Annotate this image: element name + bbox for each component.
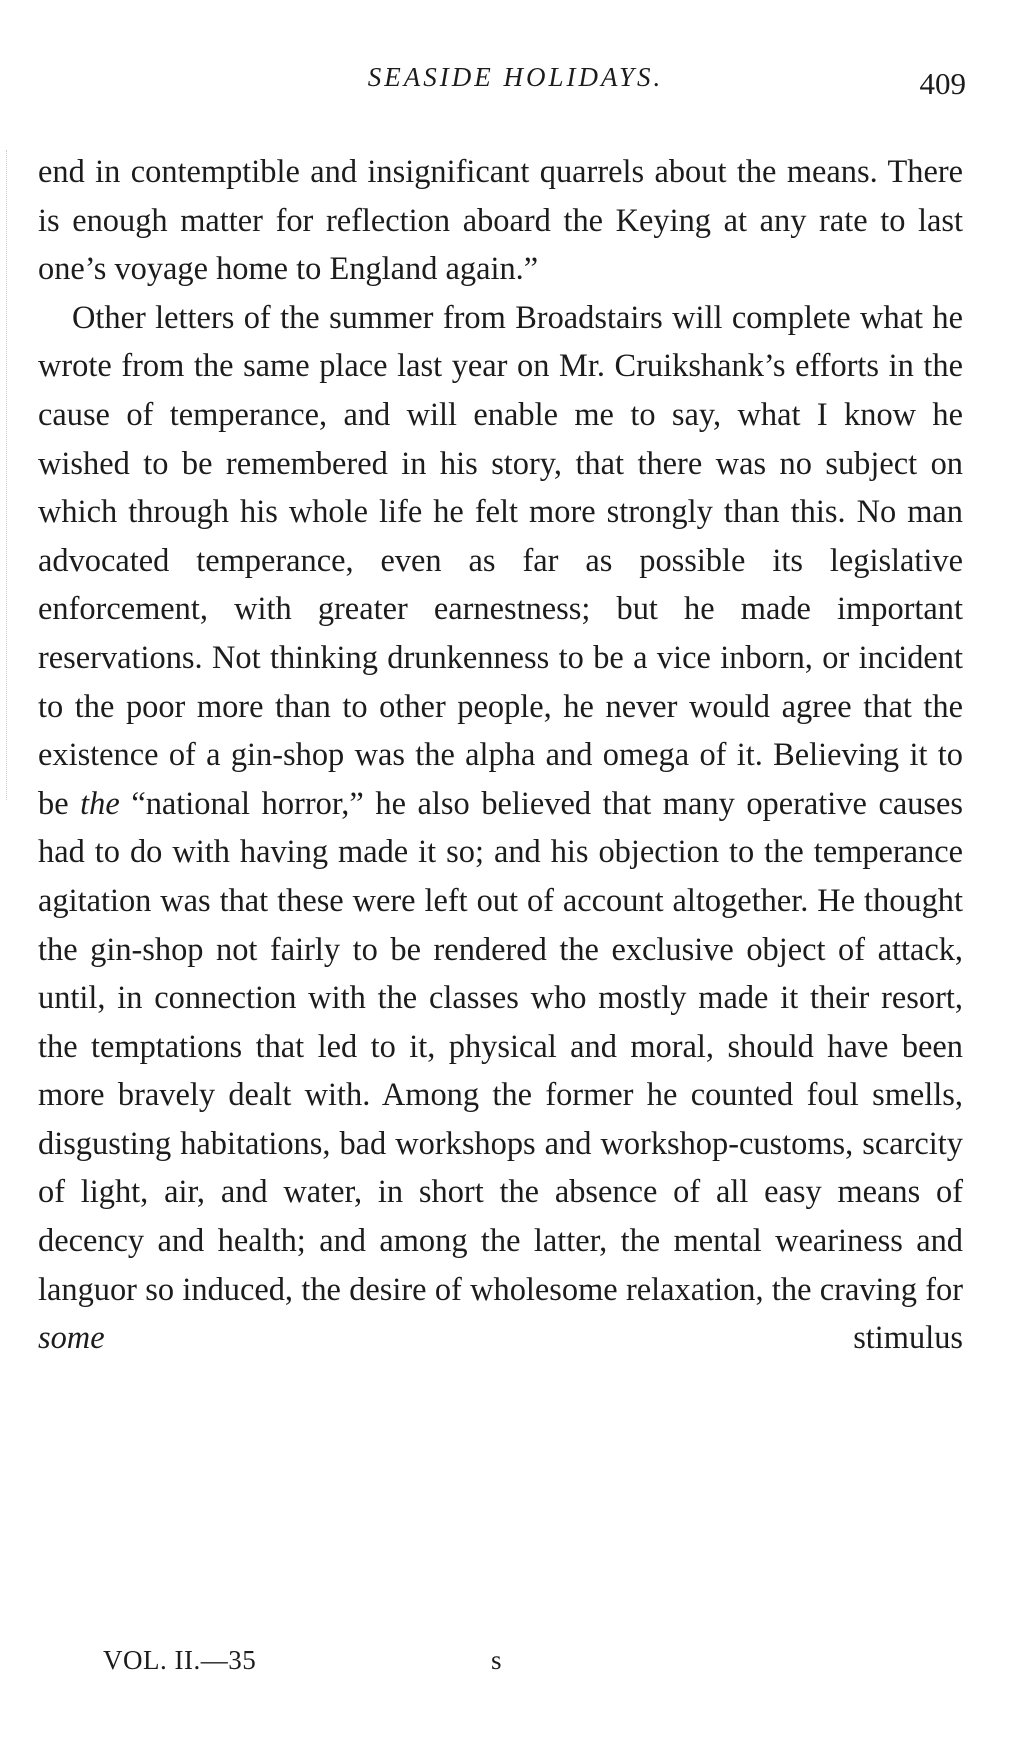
paragraph-text-part: Other letters of the summer from Broadstairs will complete what he wrote from the same place last year on Mr. Cruikshank’s efforts in the cause of temperance, and will enable me to say, what I know he wished to be remembered in his story, that there was no subject on which through his whole life he felt more strongly than this. No man advocated temperance, even as far as possible its legislative enforcement, with greater earnestness; but he made important reservations. Not thinking drunkenness to be a vice inborn, or incident to the poor more than to other people, he never would agree that the existence of a gin-shop was the alpha and omega of it. Believing it to be xyxy=(38,299,963,822)
italic-emphasis: the xyxy=(80,785,120,822)
running-head xyxy=(0,62,1031,102)
italic-emphasis: some xyxy=(38,1320,105,1357)
paragraph-continuation: end in contemptible and insignificant quarrels about the means. There is enough matter for reflection aboard the Keying at any rate to last one’s voyage home to England again.” xyxy=(38,154,963,288)
page-number: 409 xyxy=(919,66,966,101)
paragraph-temperance xyxy=(38,294,963,1363)
running-title: SEASIDE HOLIDAYS. xyxy=(367,62,664,92)
page-edge-specks xyxy=(6,150,11,800)
paragraph-text-part: stimulus xyxy=(104,1320,963,1357)
page-footer xyxy=(0,1645,1031,1685)
volume-mark: VOL. II.—35 xyxy=(103,1645,257,1675)
paragraph-text-part: “national horror,” he also believed that many operative causes had to do with having made it so; and his objection to the temperance agitation was that these were left out of account altogether. He thought the gin-shop not fairly to be rendered the exclusive object of attack, until, in connection with the classes who mostly made it their resort, the temptations that led to it, physical and moral, should have been more bravely dealt with. Among the former he counted foul smells, disgusting habitations, bad workshops and workshop-customs, scarcity of light, air, and water, in short the absence of all easy means of decency and health; and among the latter, the mental weariness and languor so induced, the desire of wholesome relaxation, the craving for xyxy=(38,785,963,1308)
body-text xyxy=(38,148,963,1363)
signature-mark: s xyxy=(491,1645,502,1675)
